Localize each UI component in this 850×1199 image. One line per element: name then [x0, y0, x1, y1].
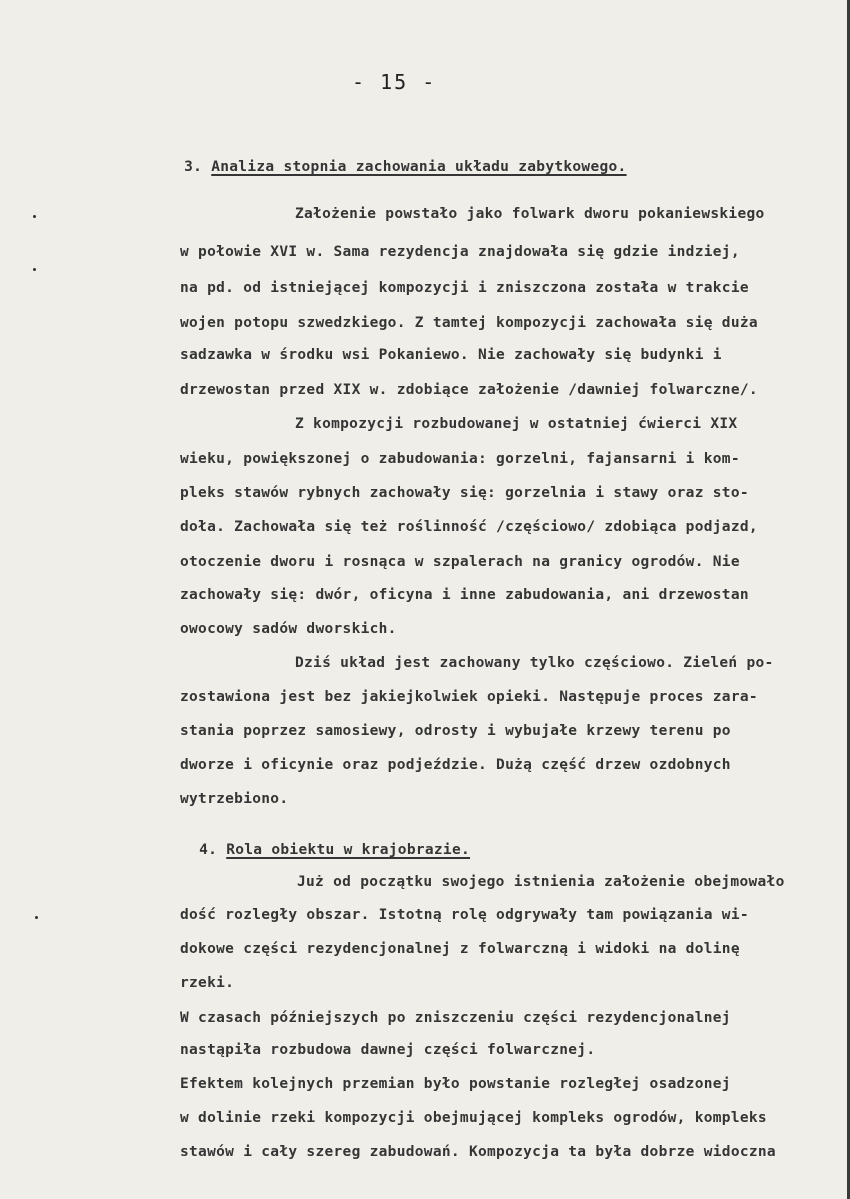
- body-line: zostawiona jest bez jakiejkolwiek opieki. Następuje proces zara-: [180, 689, 758, 705]
- section-3-number: 3.: [184, 159, 203, 175]
- body-line: dość rozległy obszar. Istotną rolę odgrywały tam powiązania wi-: [180, 907, 749, 923]
- body-line: dworze i oficynie oraz podjeździe. Dużą część drzew ozdobnych: [180, 757, 731, 773]
- body-line: Założenie powstało jako folwark dworu pokaniewskiego: [295, 206, 765, 222]
- body-line: wytrzebiono.: [180, 791, 289, 807]
- body-line: w dolinie rzeki kompozycji obejmującej kompleks ogrodów, kompleks: [180, 1110, 767, 1126]
- section-4-heading: [163, 826, 470, 874]
- body-line: na pd. od istniejącej kompozycji i zniszczona została w trakcie: [180, 280, 749, 296]
- body-line: zachowały się: dwór, oficyna i inne zabudowania, ani drzewostan: [180, 587, 749, 603]
- body-line: otoczenie dworu i rosnąca w szpalerach na granicy ogrodów. Nie: [180, 554, 740, 570]
- margin-mark: [33, 268, 36, 271]
- body-line: Już od początku swojego istnienia założenie obejmowało: [297, 874, 785, 890]
- body-line: Dziś układ jest zachowany tylko częściowo. Zieleń po-: [295, 655, 774, 671]
- body-line: dokowe części rezydencjonalnej z folwarczną i widoki na dolinę: [180, 941, 740, 957]
- body-line: pleks stawów rybnych zachowały się: gorzelnia i stawy oraz sto-: [180, 485, 749, 501]
- section-3-heading: [148, 143, 627, 191]
- section-3-title: Analiza stopnia zachowania układu zabytkowego.: [211, 159, 627, 175]
- body-line: nastąpiła rozbudowa dawnej części folwarcznej.: [180, 1042, 596, 1058]
- margin-mark: [35, 916, 38, 919]
- body-line: sadzawka w środku wsi Pokaniewo. Nie zachowały się budynki i: [180, 347, 722, 363]
- section-4-number: 4.: [199, 842, 218, 858]
- body-line: owocowy sadów dworskich.: [180, 621, 397, 637]
- body-line: Efektem kolejnych przemian było powstanie rozległej osadzonej: [180, 1076, 731, 1092]
- margin-mark: [33, 215, 36, 218]
- body-line: doła. Zachowała się też roślinność /częściowo/ zdobiąca podjazd,: [180, 519, 758, 535]
- body-line: wieku, powiększonej o zabudowania: gorzelni, fajansarni i kom-: [180, 451, 740, 467]
- body-line: drzewostan przed XIX w. zdobiące założenie /dawniej folwarczne/.: [180, 382, 758, 398]
- body-line: Z kompozycji rozbudowanej w ostatniej ćwierci XIX: [295, 416, 738, 432]
- section-4-title: Rola obiektu w krajobrazie.: [226, 842, 471, 858]
- body-line: W czasach późniejszych po zniszczeniu części rezydencjonalnej: [180, 1010, 731, 1026]
- body-line: stawów i cały szereg zabudowań. Kompozycja ta była dobrze widoczna: [180, 1144, 776, 1160]
- body-line: w połowie XVI w. Sama rezydencja znajdowała się gdzie indziej,: [180, 244, 740, 260]
- body-line: rzeki.: [180, 975, 235, 991]
- body-line: wojen potopu szwedzkiego. Z tamtej kompozycji zachowała się duża: [180, 315, 758, 331]
- page-number: - 15 -: [352, 70, 437, 94]
- body-line: stania poprzez samosiewy, odrosty i wybujałe krzewy terenu po: [180, 723, 731, 739]
